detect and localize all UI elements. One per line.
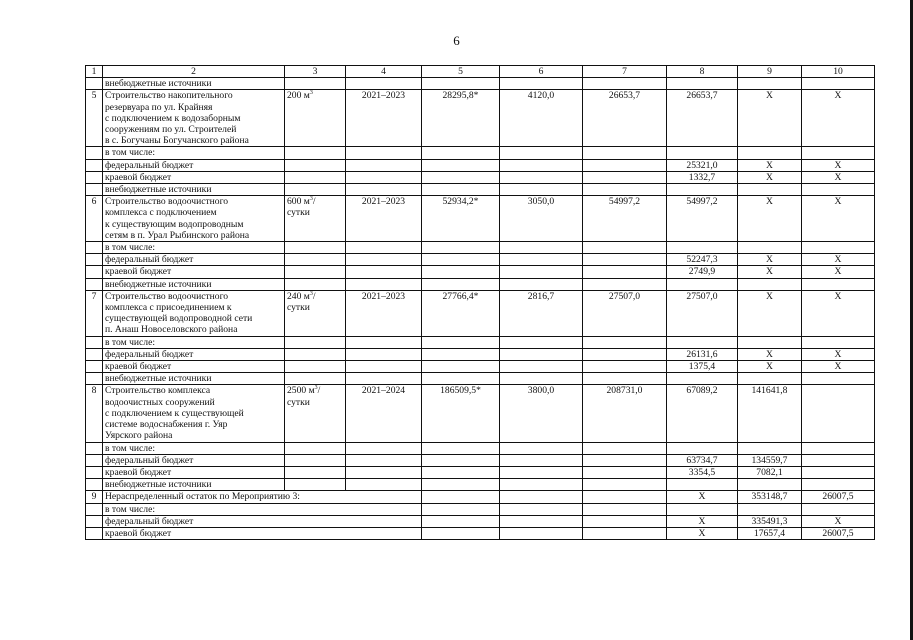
value-col-9: 335491,3 <box>738 515 802 527</box>
value-col-9: Х <box>738 348 802 360</box>
empty-cell <box>86 515 103 527</box>
empty-cell <box>285 266 346 278</box>
empty-cell <box>346 336 422 348</box>
empty-cell <box>285 159 346 171</box>
empty-cell <box>583 491 667 503</box>
empty-cell <box>500 454 583 466</box>
table-row <box>86 147 875 159</box>
table-row <box>86 361 875 373</box>
value-col-9 <box>738 503 802 515</box>
empty-cell <box>583 503 667 515</box>
capacity-cell <box>285 290 346 336</box>
remaining-cell: 26653,7 <box>583 90 667 147</box>
capacity-exponent: 3 <box>314 385 318 392</box>
table-row <box>86 442 875 454</box>
table-row <box>86 503 875 515</box>
value-col-10: Х <box>802 266 875 278</box>
capacity-exponent: 3 <box>309 90 313 97</box>
value-col-10: 26007,5 <box>802 527 875 539</box>
table-row <box>86 454 875 466</box>
empty-cell <box>422 454 500 466</box>
empty-cell <box>500 503 583 515</box>
project-name: Строительство комплекса водоочистных сооружений с подключением к существующей системе водоснабжения г. Уяр Уярского района <box>103 385 285 442</box>
capacity-exponent: 3 <box>309 196 313 203</box>
value-col-9: Х <box>738 254 802 266</box>
value-col-9 <box>738 242 802 254</box>
empty-cell <box>285 242 346 254</box>
empty-cell <box>500 242 583 254</box>
value-col-9 <box>738 336 802 348</box>
value-col-8 <box>667 242 738 254</box>
row-label: в том числе: <box>103 336 285 348</box>
empty-cell <box>500 184 583 196</box>
empty-cell <box>346 159 422 171</box>
empty-cell <box>583 373 667 385</box>
table-row <box>86 254 875 266</box>
empty-cell <box>285 454 346 466</box>
row-number: 5 <box>86 90 103 147</box>
value-col-10: Х <box>802 90 875 147</box>
period-cell: 2021–2023 <box>346 290 422 336</box>
row-label: в том числе: <box>103 242 285 254</box>
value-col-8: 2749,9 <box>667 266 738 278</box>
table-row <box>86 242 875 254</box>
row-label: краевой бюджет <box>103 466 285 478</box>
value-col-8: 63734,7 <box>667 454 738 466</box>
value-col-10 <box>802 184 875 196</box>
value-col-9: Х <box>738 290 802 336</box>
header-cell-8: 8 <box>667 66 738 78</box>
value-col-8: 1332,7 <box>667 171 738 183</box>
empty-cell <box>583 147 667 159</box>
empty-cell <box>583 527 667 539</box>
empty-cell <box>346 361 422 373</box>
value-col-10 <box>802 442 875 454</box>
empty-cell <box>285 171 346 183</box>
empty-cell <box>583 242 667 254</box>
header-row <box>86 66 875 78</box>
empty-cell <box>422 254 500 266</box>
value-col-9: Х <box>738 196 802 242</box>
header-cell-1: 1 <box>86 66 103 78</box>
table-row <box>86 266 875 278</box>
value-col-9: Х <box>738 361 802 373</box>
value-col-8: 25321,0 <box>667 159 738 171</box>
row-label: краевой бюджет <box>103 171 285 183</box>
value-col-8 <box>667 479 738 491</box>
value-col-9 <box>738 479 802 491</box>
capacity-value: 600 м <box>287 196 310 208</box>
empty-cell <box>86 442 103 454</box>
table-row <box>86 527 875 539</box>
empty-cell <box>583 361 667 373</box>
period-cell: 2021–2023 <box>346 196 422 242</box>
period-cell: 2021–2024 <box>346 385 422 442</box>
header-cell-3: 3 <box>285 66 346 78</box>
value-col-10 <box>802 503 875 515</box>
value-col-10: Х <box>802 171 875 183</box>
empty-cell <box>346 171 422 183</box>
value-col-10 <box>802 336 875 348</box>
table-row <box>86 348 875 360</box>
value-col-10 <box>802 466 875 478</box>
empty-cell <box>422 266 500 278</box>
empty-cell <box>422 373 500 385</box>
value-col-10: Х <box>802 515 875 527</box>
project-name: Строительство накопительного резервуара по ул. Крайняя с подключением к водозаборным сооружениям по ул. Строителей в с. Богучаны Богучанского района <box>103 90 285 147</box>
empty-cell <box>422 466 500 478</box>
table-row <box>86 466 875 478</box>
value-col-8: 54997,2 <box>667 196 738 242</box>
total-cost-cell: 52934,2* <box>422 196 500 242</box>
value-col-10: Х <box>802 348 875 360</box>
empty-cell <box>500 479 583 491</box>
capacity-value: 240 м <box>287 290 310 302</box>
project-name: Строительство водоочистного комплекса с подключением к существующим водопроводным сетям в п. Урал Рыбинского района <box>103 196 285 242</box>
value-col-10 <box>802 373 875 385</box>
value-col-9: Х <box>738 159 802 171</box>
row-label: внебюджетные источники <box>103 479 285 491</box>
row-number: 7 <box>86 290 103 336</box>
empty-cell <box>422 184 500 196</box>
total-cost-cell: 186509,5* <box>422 385 500 442</box>
value-col-9 <box>738 442 802 454</box>
empty-cell <box>86 348 103 360</box>
row-number: 9 <box>86 491 103 503</box>
empty-cell <box>500 348 583 360</box>
empty-cell <box>346 442 422 454</box>
row-label: федеральный бюджет <box>103 254 285 266</box>
value-col-9: Х <box>738 266 802 278</box>
empty-cell <box>422 159 500 171</box>
value-col-9 <box>738 78 802 90</box>
empty-cell <box>86 266 103 278</box>
empty-cell <box>285 348 346 360</box>
row-label: Нераспределенный остаток по Мероприятию 3: <box>103 491 422 503</box>
empty-cell <box>583 479 667 491</box>
row-label: в том числе: <box>103 442 285 454</box>
table-row <box>86 278 875 290</box>
empty-cell <box>86 242 103 254</box>
empty-cell <box>285 254 346 266</box>
value-col-9: 353148,7 <box>738 491 802 503</box>
header-cell-7: 7 <box>583 66 667 78</box>
row-label: краевой бюджет <box>103 527 422 539</box>
empty-cell <box>346 454 422 466</box>
table-row <box>86 336 875 348</box>
value-col-8 <box>667 336 738 348</box>
table-row <box>86 196 875 242</box>
empty-cell <box>285 278 346 290</box>
value-col-9 <box>738 184 802 196</box>
value-col-9 <box>738 278 802 290</box>
value-col-9: 134559,7 <box>738 454 802 466</box>
project-name: Строительство водоочистного комплекса с присоединением к существующей водопроводной сети п. Анаш Новоселовского района <box>103 290 285 336</box>
empty-cell <box>346 466 422 478</box>
empty-cell <box>422 278 500 290</box>
empty-cell <box>500 515 583 527</box>
done-cell: 3800,0 <box>500 385 583 442</box>
table-row <box>86 184 875 196</box>
capacity-exponent: 3 <box>309 290 313 297</box>
empty-cell <box>422 78 500 90</box>
empty-cell <box>346 278 422 290</box>
value-col-9: 141641,8 <box>738 385 802 442</box>
capacity-cell <box>285 196 346 242</box>
value-col-8 <box>667 373 738 385</box>
empty-cell <box>86 361 103 373</box>
empty-cell <box>86 184 103 196</box>
empty-cell <box>346 348 422 360</box>
empty-cell <box>500 147 583 159</box>
empty-cell <box>500 159 583 171</box>
table-row <box>86 171 875 183</box>
table-body <box>86 78 875 540</box>
empty-cell <box>86 171 103 183</box>
table-row <box>86 78 875 90</box>
value-col-10 <box>802 78 875 90</box>
empty-cell <box>346 147 422 159</box>
value-col-8: Х <box>667 515 738 527</box>
value-col-10: Х <box>802 159 875 171</box>
capacity-value: 200 м <box>287 90 310 102</box>
value-col-8 <box>667 147 738 159</box>
empty-cell <box>422 242 500 254</box>
empty-cell <box>583 454 667 466</box>
table-row <box>86 159 875 171</box>
empty-cell <box>86 479 103 491</box>
table-row <box>86 373 875 385</box>
row-label: федеральный бюджет <box>103 515 422 527</box>
value-col-8 <box>667 442 738 454</box>
empty-cell <box>583 78 667 90</box>
empty-cell <box>86 466 103 478</box>
empty-cell <box>422 515 500 527</box>
empty-cell <box>583 254 667 266</box>
empty-cell <box>422 491 500 503</box>
empty-cell <box>285 479 346 491</box>
period-cell: 2021–2023 <box>346 90 422 147</box>
empty-cell <box>422 348 500 360</box>
empty-cell <box>500 491 583 503</box>
header-cell-9: 9 <box>738 66 802 78</box>
value-col-8: 52247,3 <box>667 254 738 266</box>
empty-cell <box>583 442 667 454</box>
empty-cell <box>86 454 103 466</box>
row-label: федеральный бюджет <box>103 454 285 466</box>
total-cost-cell: 28295,8* <box>422 90 500 147</box>
empty-cell <box>422 171 500 183</box>
value-col-10 <box>802 242 875 254</box>
empty-cell <box>422 147 500 159</box>
empty-cell <box>346 242 422 254</box>
done-cell: 4120,0 <box>500 90 583 147</box>
empty-cell <box>422 336 500 348</box>
value-col-8: Х <box>667 491 738 503</box>
row-label: федеральный бюджет <box>103 348 285 360</box>
page-number: 6 <box>453 33 460 48</box>
row-label: внебюджетные источники <box>103 78 285 90</box>
value-col-10 <box>802 385 875 442</box>
table-row <box>86 90 875 147</box>
header-cell-6: 6 <box>500 66 583 78</box>
empty-cell <box>86 373 103 385</box>
empty-cell <box>500 442 583 454</box>
budget-table <box>85 65 875 540</box>
empty-cell <box>583 515 667 527</box>
value-col-10: Х <box>802 290 875 336</box>
row-label: краевой бюджет <box>103 361 285 373</box>
empty-cell <box>500 336 583 348</box>
empty-cell <box>583 466 667 478</box>
empty-cell <box>285 78 346 90</box>
value-col-8: 26653,7 <box>667 90 738 147</box>
empty-cell <box>86 78 103 90</box>
remaining-cell: 54997,2 <box>583 196 667 242</box>
empty-cell <box>422 479 500 491</box>
empty-cell <box>86 147 103 159</box>
empty-cell <box>583 159 667 171</box>
header-cell-10: 10 <box>802 66 875 78</box>
row-label: внебюджетные источники <box>103 278 285 290</box>
empty-cell <box>285 147 346 159</box>
capacity-cell <box>285 385 346 442</box>
empty-cell <box>422 527 500 539</box>
empty-cell <box>285 466 346 478</box>
empty-cell <box>583 184 667 196</box>
value-col-9: 17657,4 <box>738 527 802 539</box>
value-col-8: 3354,5 <box>667 466 738 478</box>
empty-cell <box>422 442 500 454</box>
row-label: в том числе: <box>103 503 422 515</box>
row-label: федеральный бюджет <box>103 159 285 171</box>
table-row <box>86 515 875 527</box>
table-row <box>86 290 875 336</box>
empty-cell <box>500 361 583 373</box>
table-row <box>86 491 875 503</box>
empty-cell <box>500 171 583 183</box>
value-col-8: 26131,6 <box>667 348 738 360</box>
empty-cell <box>500 78 583 90</box>
empty-cell <box>86 336 103 348</box>
empty-cell <box>86 527 103 539</box>
empty-cell <box>422 361 500 373</box>
value-col-9: 7082,1 <box>738 466 802 478</box>
value-col-9: Х <box>738 171 802 183</box>
empty-cell <box>285 373 346 385</box>
value-col-10 <box>802 454 875 466</box>
table-row <box>86 385 875 442</box>
empty-cell <box>500 278 583 290</box>
value-col-8 <box>667 184 738 196</box>
row-label: внебюджетные источники <box>103 184 285 196</box>
remaining-cell: 208731,0 <box>583 385 667 442</box>
empty-cell <box>86 503 103 515</box>
empty-cell <box>583 278 667 290</box>
header-cell-5: 5 <box>422 66 500 78</box>
value-col-8: 1375,4 <box>667 361 738 373</box>
empty-cell <box>500 466 583 478</box>
row-number: 8 <box>86 385 103 442</box>
value-col-10 <box>802 278 875 290</box>
empty-cell <box>86 254 103 266</box>
empty-cell <box>346 184 422 196</box>
value-col-8: 67089,2 <box>667 385 738 442</box>
empty-cell <box>500 373 583 385</box>
capacity-value: 2500 м <box>287 385 315 397</box>
value-col-8 <box>667 503 738 515</box>
empty-cell <box>346 266 422 278</box>
capacity-unit: / сутки <box>287 196 316 219</box>
value-col-10: 26007,5 <box>802 491 875 503</box>
value-col-9 <box>738 373 802 385</box>
empty-cell <box>86 278 103 290</box>
capacity-cell <box>285 90 346 147</box>
empty-cell <box>285 184 346 196</box>
capacity-unit: / сутки <box>287 290 316 314</box>
value-col-10 <box>802 479 875 491</box>
empty-cell <box>500 254 583 266</box>
empty-cell <box>583 348 667 360</box>
header-cell-4: 4 <box>346 66 422 78</box>
empty-cell <box>285 336 346 348</box>
done-cell: 3050,0 <box>500 196 583 242</box>
empty-cell <box>422 503 500 515</box>
value-col-10: Х <box>802 254 875 266</box>
row-number: 6 <box>86 196 103 242</box>
header-cell-2: 2 <box>103 66 285 78</box>
empty-cell <box>86 159 103 171</box>
empty-cell <box>583 266 667 278</box>
row-label: в том числе: <box>103 147 285 159</box>
empty-cell <box>285 442 346 454</box>
empty-cell <box>285 361 346 373</box>
empty-cell <box>346 254 422 266</box>
row-label: краевой бюджет <box>103 266 285 278</box>
empty-cell <box>500 266 583 278</box>
value-col-9: Х <box>738 90 802 147</box>
empty-cell <box>583 336 667 348</box>
value-col-10: Х <box>802 361 875 373</box>
value-col-8: 27507,0 <box>667 290 738 336</box>
total-cost-cell: 27766,4* <box>422 290 500 336</box>
value-col-8: Х <box>667 527 738 539</box>
empty-cell <box>346 373 422 385</box>
value-col-8 <box>667 78 738 90</box>
empty-cell <box>500 527 583 539</box>
empty-cell <box>346 78 422 90</box>
row-label: внебюджетные источники <box>103 373 285 385</box>
empty-cell <box>583 171 667 183</box>
remaining-cell: 27507,0 <box>583 290 667 336</box>
table-row <box>86 479 875 491</box>
capacity-unit: / сутки <box>287 385 321 408</box>
empty-cell <box>346 479 422 491</box>
value-col-9 <box>738 147 802 159</box>
value-col-10 <box>802 147 875 159</box>
value-col-8 <box>667 278 738 290</box>
value-col-10: Х <box>802 196 875 242</box>
done-cell: 2816,7 <box>500 290 583 336</box>
